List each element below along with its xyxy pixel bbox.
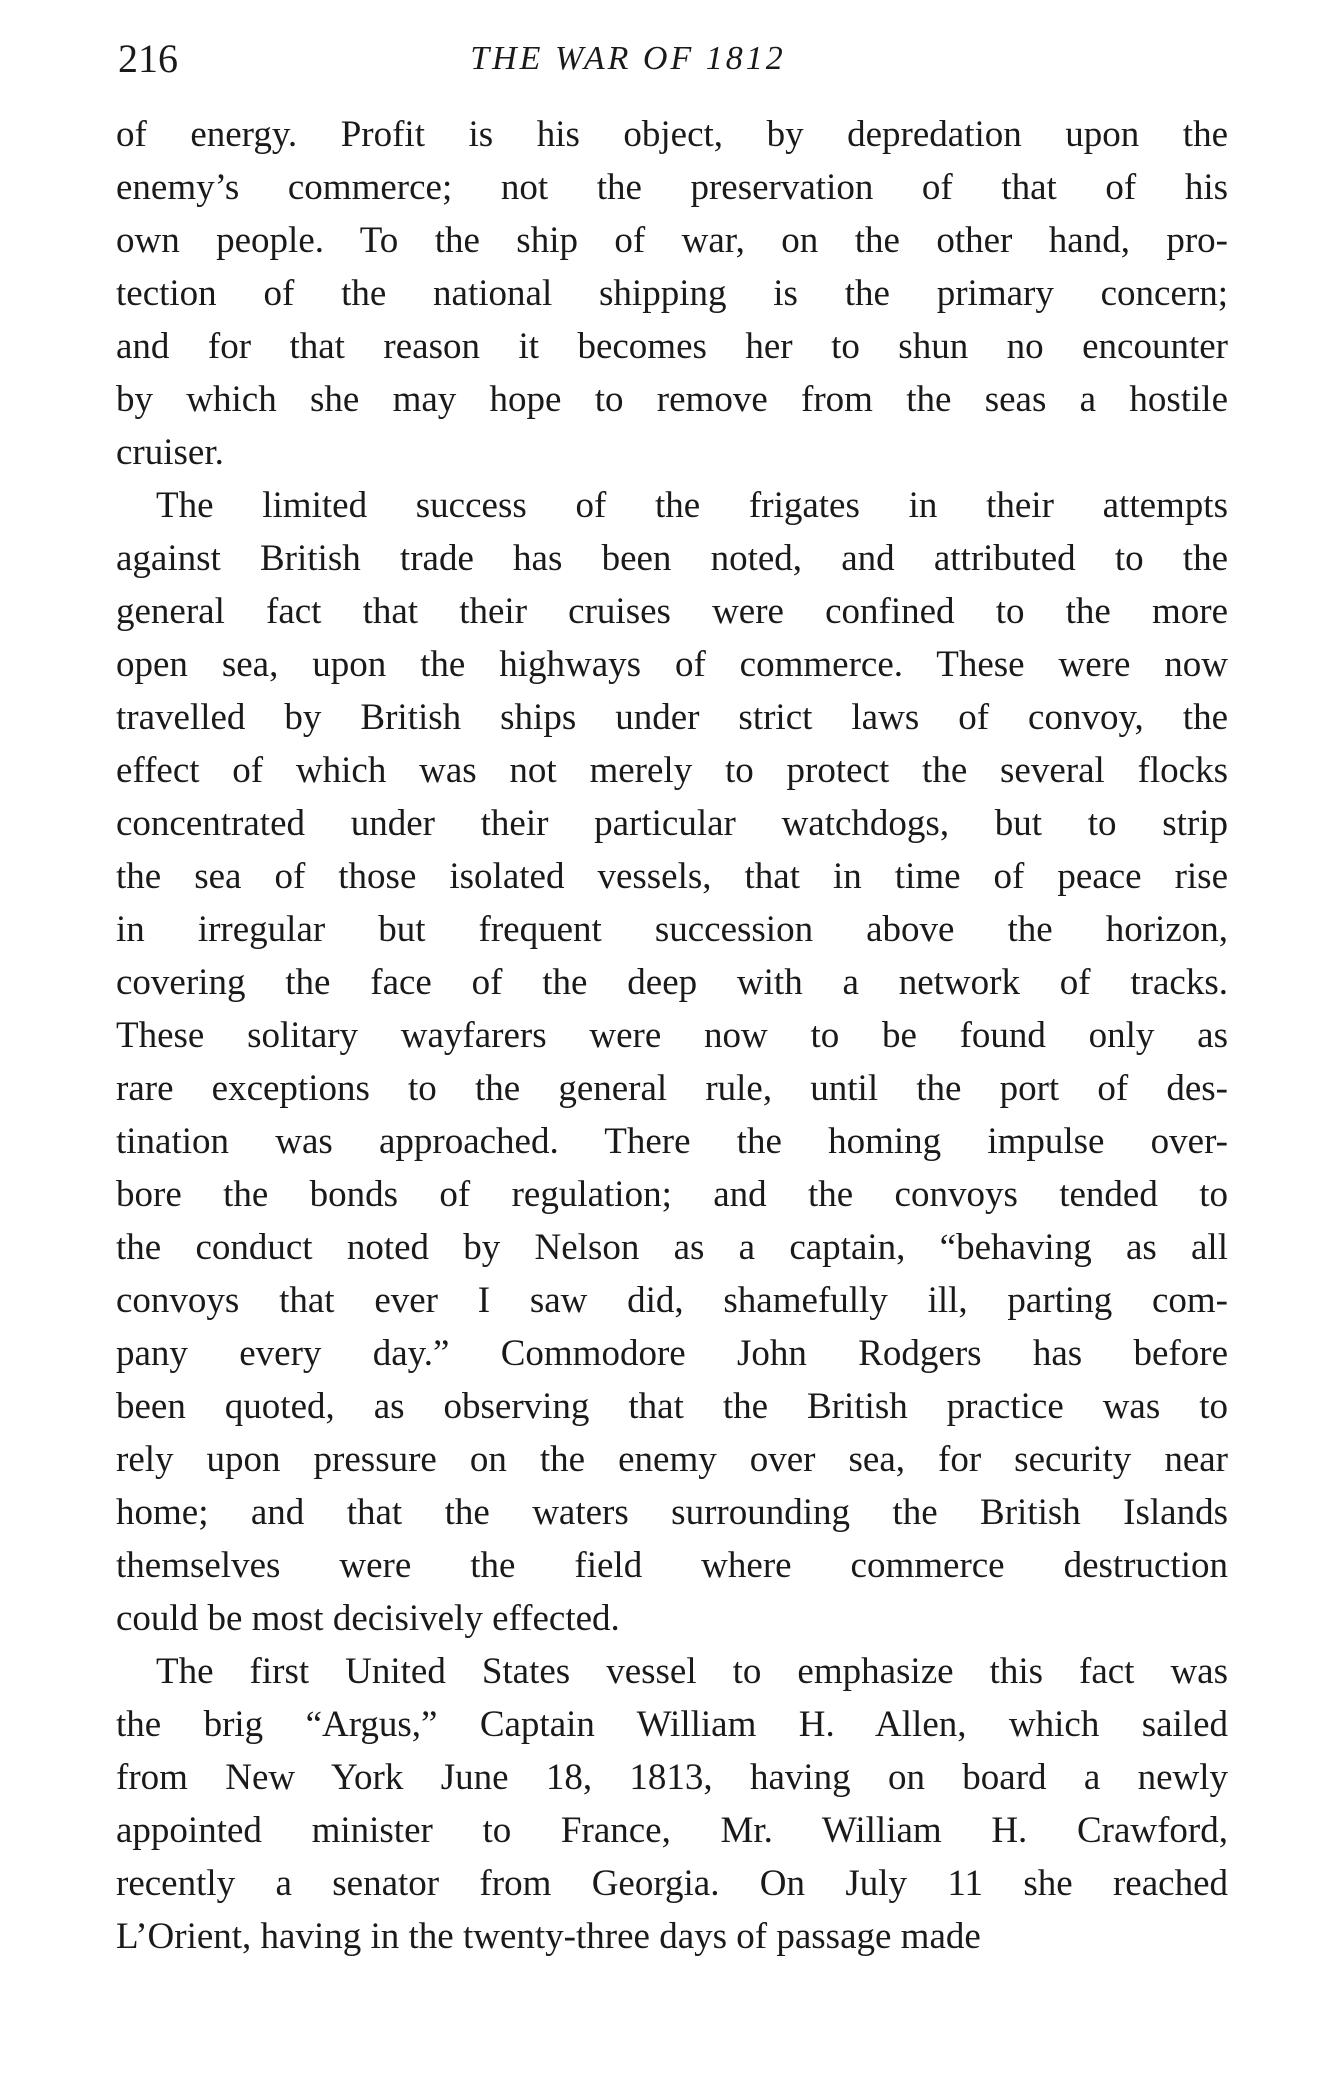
text-line: travelled by British ships under strict laws of convoy, the xyxy=(116,697,1228,738)
text-line: rely upon pressure on the enemy over sea, for security near xyxy=(116,1439,1228,1480)
text-line: themselves were the field where commerce destruction xyxy=(116,1545,1228,1586)
text-line: L’Orient, having in the twenty-three days of passage made xyxy=(116,1916,981,1957)
text-line: effect of which was not merely to protect the several flocks xyxy=(116,750,1228,791)
text-line: from New York June 18, 1813, having on board a newly xyxy=(116,1757,1228,1798)
text-line: home; and that the waters surrounding the British Islands xyxy=(116,1492,1228,1533)
text-line: general fact that their cruises were confined to the more xyxy=(116,591,1228,632)
text-line: the conduct noted by Nelson as a captain, “behaving as all xyxy=(116,1227,1228,1268)
running-head xyxy=(118,34,1228,84)
text-line: These solitary wayfarers were now to be found only as xyxy=(116,1015,1228,1056)
text-line: could be most decisively effected. xyxy=(116,1598,620,1639)
paragraph xyxy=(116,108,1228,479)
text-line: tination was approached. There the homing impulse over- xyxy=(116,1121,1228,1162)
text-line: appointed minister to France, Mr. William H. Crawford, xyxy=(116,1810,1228,1851)
text-line: against British trade has been noted, and attributed to the xyxy=(116,538,1228,579)
running-title: THE WAR OF 1812 xyxy=(470,40,786,77)
text-line: tection of the national shipping is the primary concern; xyxy=(116,273,1228,314)
text-line: recently a senator from Georgia. On July 11 she reached xyxy=(116,1863,1228,1904)
text-line: rare exceptions to the general rule, until the port of des- xyxy=(116,1068,1228,1109)
text-line: the brig “Argus,” Captain William H. Allen, which sailed xyxy=(116,1704,1228,1745)
text-line: open sea, upon the highways of commerce. These were now xyxy=(116,644,1228,685)
text-line: the sea of those isolated vessels, that in time of peace rise xyxy=(116,856,1228,897)
text-line: The limited success of the frigates in their attempts xyxy=(156,485,1228,526)
text-line: in irregular but frequent succession above the horizon, xyxy=(116,909,1228,950)
text-line: concentrated under their particular watchdogs, but to strip xyxy=(116,803,1228,844)
text-line: of energy. Profit is his object, by depredation upon the xyxy=(116,114,1228,155)
text-line: and for that reason it becomes her to shun no encounter xyxy=(116,326,1228,367)
page-number: 216 xyxy=(118,36,178,81)
paragraph xyxy=(116,1645,1228,1963)
text-line: cruiser. xyxy=(116,432,224,473)
text-line: The first United States vessel to emphasize this fact was xyxy=(156,1651,1228,1692)
text-line: convoys that ever I saw did, shamefully ill, parting com- xyxy=(116,1280,1228,1321)
text-line: pany every day.” Commodore John Rodgers has before xyxy=(116,1333,1228,1374)
text-line: by which she may hope to remove from the seas a hostile xyxy=(116,379,1228,420)
paragraph xyxy=(116,479,1228,1645)
text-line: covering the face of the deep with a network of tracks. xyxy=(116,962,1228,1003)
text-line: enemy’s commerce; not the preservation of that of his xyxy=(116,167,1228,208)
body-text xyxy=(116,108,1228,1963)
text-line: bore the bonds of regulation; and the convoys tended to xyxy=(116,1174,1228,1215)
text-line: own people. To the ship of war, on the other hand, pro- xyxy=(116,220,1228,261)
text-line: been quoted, as observing that the British practice was to xyxy=(116,1386,1228,1427)
